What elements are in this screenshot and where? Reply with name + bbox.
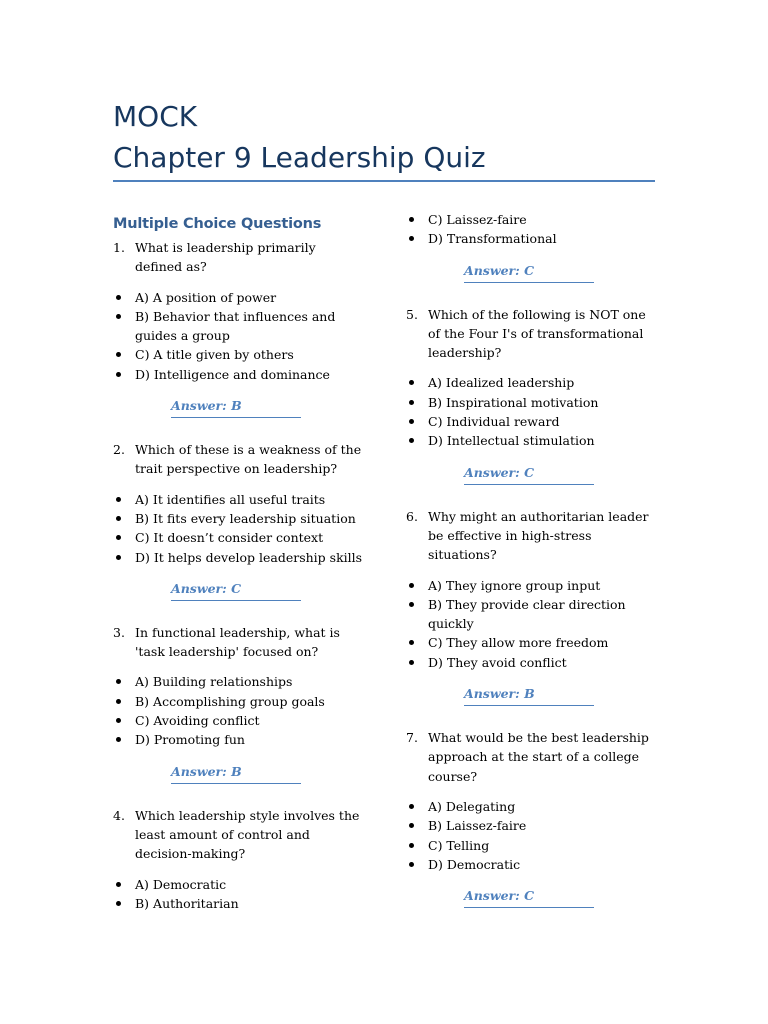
- option-item: A) Delegating: [406, 797, 656, 816]
- section-heading: Multiple Choice Questions: [113, 216, 322, 232]
- question-text: [406, 507, 656, 565]
- option-item: A) They ignore group input: [406, 576, 656, 595]
- option-list: [406, 373, 656, 450]
- question-number: 7.: [406, 730, 418, 746]
- option-item: A) Idealized leadership: [406, 373, 656, 392]
- question-5: [406, 305, 656, 485]
- question-text: [113, 440, 363, 479]
- option-item: C) Telling: [406, 836, 656, 855]
- option-item: A) It identifies all useful traits: [113, 490, 363, 509]
- option-item: C) Avoiding conflict: [113, 711, 363, 730]
- option-item: C) They allow more freedom: [406, 633, 656, 652]
- title-line-mock: MOCK: [113, 100, 198, 133]
- option-item: C) Laissez-faire: [406, 210, 656, 229]
- option-item: B) Authoritarian: [113, 894, 363, 913]
- question-prompt: Which leadership style involves the least amount of control and decision-making?: [135, 807, 360, 862]
- option-item: B) Behavior that influences and guides a group: [113, 307, 363, 346]
- question-prompt: Which of these is a weakness of the trait perspective on leadership?: [135, 442, 362, 477]
- answer-key: Answer: B: [464, 685, 594, 706]
- option-list: [406, 797, 656, 874]
- option-list: [113, 672, 363, 749]
- option-item: B) They provide clear direction quickly: [406, 595, 656, 634]
- question-prompt: In functional leadership, what is 'task leadership' focused on?: [135, 624, 340, 660]
- option-item: A) A position of power: [113, 288, 363, 307]
- answer-key: Answer: C: [464, 887, 594, 908]
- right-column: [406, 210, 656, 908]
- title-line-chapter: Chapter 9 Leadership Quiz: [113, 141, 486, 174]
- option-item: B) It fits every leadership situation: [113, 509, 363, 528]
- question-7: [406, 728, 656, 908]
- question-3: [113, 623, 363, 784]
- answer-key: Answer: C: [171, 580, 301, 601]
- question-text: [113, 238, 363, 277]
- option-item: A) Building relationships: [113, 672, 363, 691]
- question-number: 2.: [113, 442, 125, 458]
- question-prompt: Which of the following is NOT one of the Four I's of transformational leadership?: [428, 306, 646, 361]
- answer-key: Answer: B: [171, 763, 301, 784]
- question-2: [113, 440, 363, 601]
- question-number: 5.: [406, 306, 418, 322]
- question-text: [113, 806, 363, 864]
- question-1: [113, 238, 363, 418]
- question-number: 4.: [113, 807, 125, 823]
- question-prompt: What would be the best leadership approach at the start of a college course?: [428, 730, 649, 784]
- question-prompt: What is leadership primarily defined as?: [135, 240, 316, 275]
- option-item: B) Laissez-faire: [406, 816, 656, 835]
- option-list: [406, 210, 656, 249]
- option-item: D) It helps develop leadership skills: [113, 548, 363, 567]
- option-item: C) It doesn’t consider context: [113, 528, 363, 547]
- question-6: [406, 507, 656, 706]
- option-item: B) Inspirational motivation: [406, 393, 656, 412]
- option-item: D) Promoting fun: [113, 730, 363, 749]
- option-item: D) Intelligence and dominance: [113, 365, 363, 384]
- answer-key: Answer: B: [171, 397, 301, 418]
- option-item: B) Accomplishing group goals: [113, 692, 363, 711]
- left-column: [113, 212, 363, 913]
- option-list: [113, 490, 363, 567]
- option-item: D) Intellectual stimulation: [406, 431, 656, 450]
- option-item: D) Democratic: [406, 855, 656, 874]
- option-item: C) A title given by others: [113, 345, 363, 364]
- option-item: D) They avoid conflict: [406, 653, 656, 672]
- question-4-continued: [406, 210, 656, 283]
- option-list: [113, 875, 363, 914]
- answer-key: Answer: C: [464, 464, 594, 485]
- answer-key: Answer: C: [464, 262, 594, 283]
- question-prompt: Why might an authoritarian leader be effective in high-stress situations?: [428, 508, 649, 563]
- question-number: 6.: [406, 508, 418, 524]
- option-item: C) Individual reward: [406, 412, 656, 431]
- option-list: [406, 576, 656, 672]
- question-number: 3.: [113, 624, 125, 640]
- document-title: [113, 96, 655, 178]
- title-divider: [113, 180, 655, 182]
- question-4: [113, 806, 363, 913]
- option-item: A) Democratic: [113, 875, 363, 894]
- question-number: 1.: [113, 240, 125, 255]
- question-text: [113, 623, 363, 662]
- question-text: [406, 305, 656, 363]
- option-item: D) Transformational: [406, 229, 656, 248]
- question-text: [406, 728, 656, 786]
- option-list: [113, 288, 363, 384]
